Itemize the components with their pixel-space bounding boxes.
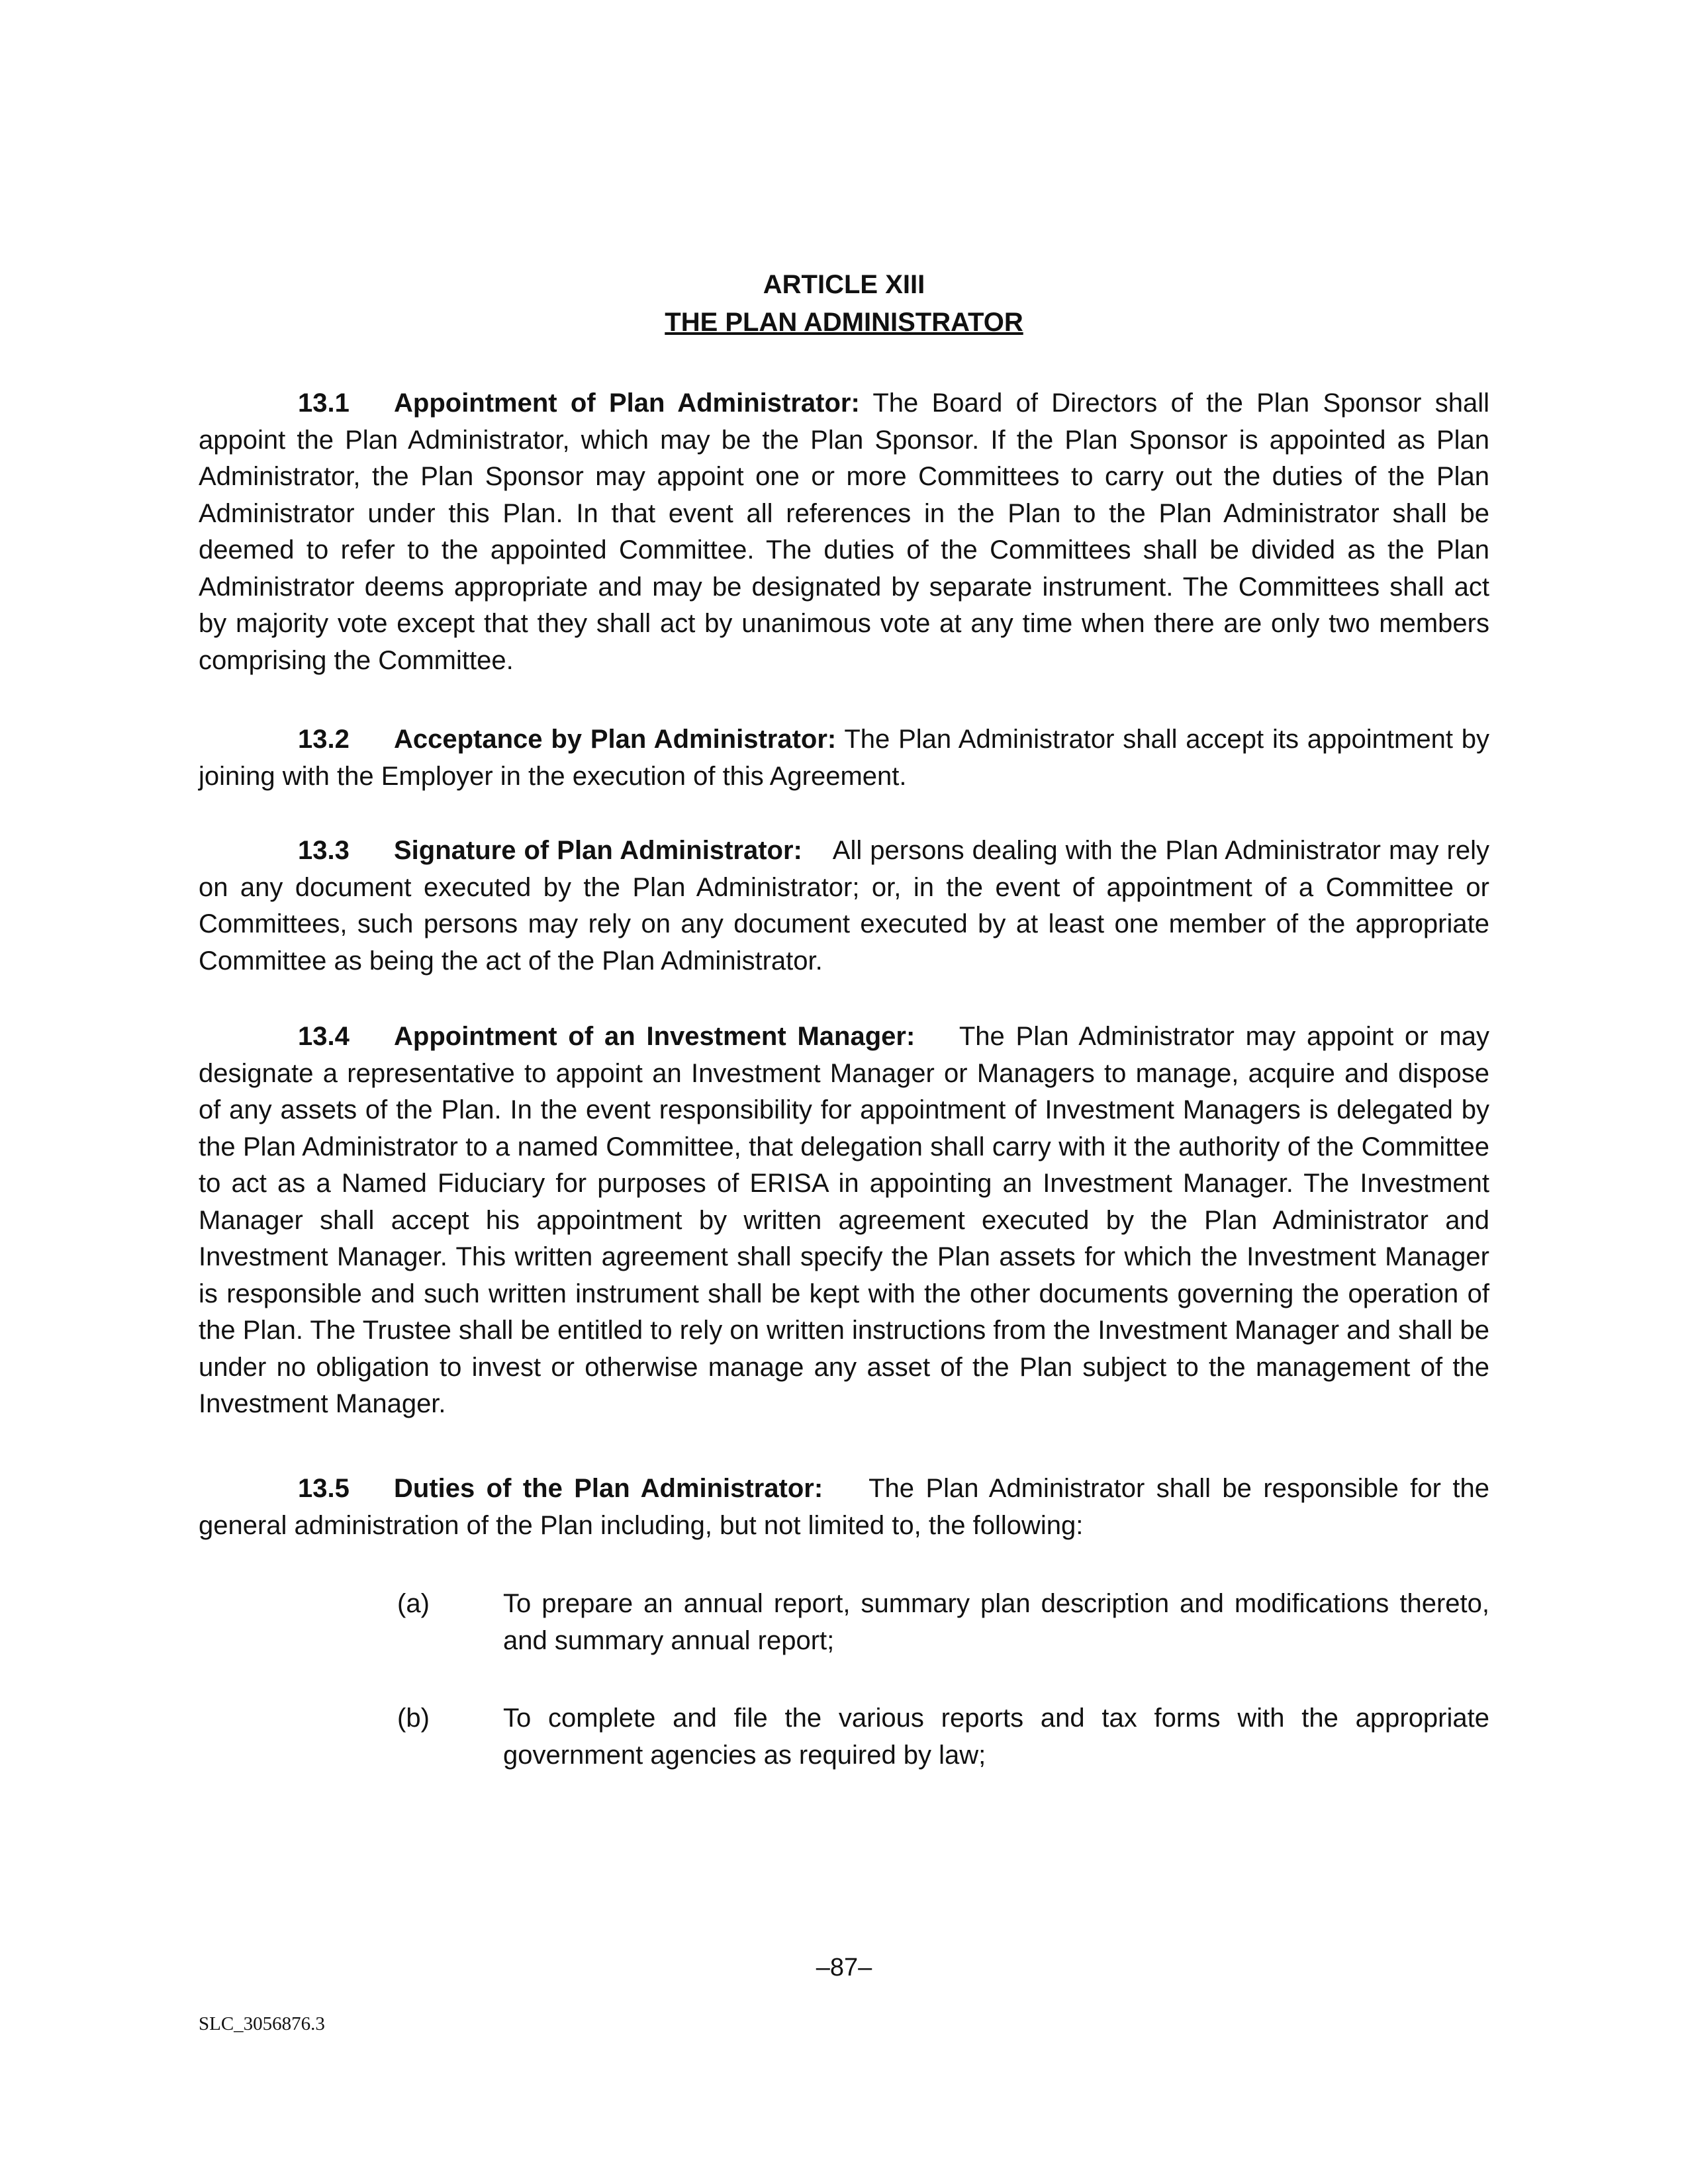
list-item-label: (a) <box>397 1589 430 1618</box>
list-item-text: To prepare an annual report, summary plan description and modifications thereto, and summary annual report; <box>503 1589 1489 1655</box>
section-title: Signature of Plan Administrator: <box>394 836 802 865</box>
section-title: Duties of the Plan Administrator: <box>394 1474 823 1503</box>
section-number: 13.2 <box>298 725 350 754</box>
list-item-label: (b) <box>397 1704 430 1733</box>
section-number: 13.3 <box>298 836 350 865</box>
list-item-text: To complete and file the various reports and tax forms with the appropriate government agencies as required by law; <box>503 1704 1489 1770</box>
page-number: –87– <box>816 1954 872 1981</box>
section-text: The Plan Administrator shall be responsible for the general administration of the Plan including, but not limited to, the following: <box>199 1474 1490 1540</box>
section-13-3 <box>199 833 1489 979</box>
article-number: ARTICLE XIII <box>763 270 925 299</box>
document-id: SLC_3056876.3 <box>199 2013 325 2034</box>
list-item <box>397 1586 1489 1659</box>
section-text: The Plan Administrator may appoint or may designate a representative to appoint an Investment Manager or Managers to manage, acquire and dispose of any assets of the Plan. In the event responsibility for appointment of Investment Managers is delegated by the Plan Administrator to a named Committee, that delegation shall carry with it the authority of the Committee to act as a Named Fiduciary for purposes of ERISA in appointing an Investment Manager. The Investment Manager shall accept his appointment by written agreement executed by the Plan Administrator and Investment Manager. This written agreement shall specify the Plan assets for which the Investment Manager is responsible and such written instrument shall be kept with the other documents governing the operation of the Plan. The Trustee shall be entitled to rely on written instructions from the Investment Manager and shall be under no obligation to invest or otherwise manage any asset of the Plan subject to the management of the Investment Manager. <box>199 1022 1490 1418</box>
article-title: THE PLAN ADMINISTRATOR <box>665 308 1023 337</box>
section-title: Appointment of Plan Administrator: <box>394 388 860 418</box>
section-13-2 <box>199 721 1489 795</box>
section-text: The Plan Administrator shall accept its appointment by joining with the Employer in the execution of this Agreement. <box>199 725 1490 791</box>
section-number: 13.4 <box>298 1022 350 1051</box>
list-item <box>397 1700 1489 1774</box>
section-text: The Board of Directors of the Plan Sponsor shall appoint the Plan Administrator, which may be the Plan Sponsor. If the Plan Sponsor is appointed as Plan Administrator, the Plan Sponsor may appoint one or more Committees to carry out the duties of the Plan Administrator under this Plan. In that event all references in the Plan to the Plan Administrator shall be deemed to refer to the appointed Committee. The duties of the Committees shall be divided as the Plan Administrator deems appropriate and may be designated by separate instrument. The Committees shall act by majority vote except that they shall act by unanimous vote at any time when there are only two members comprising the Committee. <box>199 388 1489 675</box>
section-13-4 <box>199 1019 1489 1423</box>
section-text: All persons dealing with the Plan Administrator may rely on any document executed by the Plan Administrator; or, in the event of appointment of a Committee or Committees, such persons may rely on any document executed by at least one member of the appropriate Committee as being the act of the Plan Administrator. <box>199 836 1490 976</box>
section-number: 13.5 <box>298 1474 350 1503</box>
section-title: Appointment of an Investment Manager: <box>394 1022 915 1051</box>
section-13-5 <box>199 1471 1489 1544</box>
section-title: Acceptance by Plan Administrator: <box>394 725 837 754</box>
section-number: 13.1 <box>298 388 350 418</box>
section-13-1 <box>199 385 1489 679</box>
